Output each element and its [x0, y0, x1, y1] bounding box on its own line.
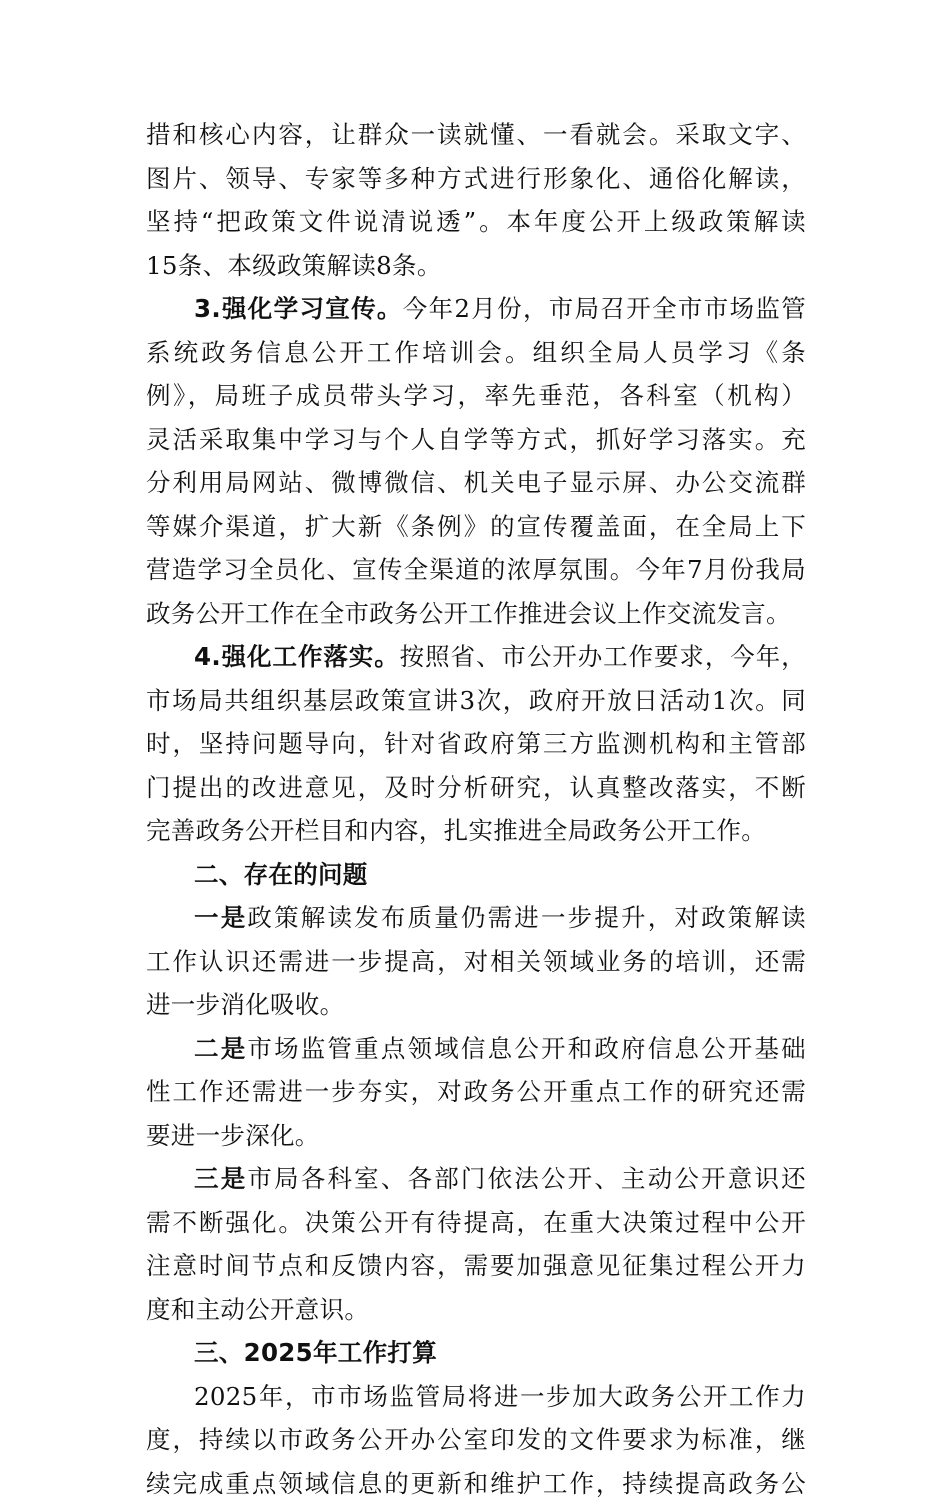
text-line: 例》，局班子成员带头学习，率先垂范，各科室（机构）	[146, 374, 806, 418]
problem-2-first-text: 市场监管重点领域信息公开和政府信息公开基础	[247, 1034, 806, 1063]
text-line: 要进一步深化。	[146, 1114, 806, 1158]
text-line: 措和核心内容，让群众一读就懂、一看就会。采取文字、	[146, 113, 806, 157]
text-line: 续完成重点领域信息的更新和维护工作，持续提高政务公	[146, 1462, 806, 1505]
section-4-first-text: 按照省、市公开办工作要求，今年，	[400, 642, 806, 671]
plan-first-line: 2025年，市市场监管局将进一步加大政务公开工作力	[146, 1375, 806, 1419]
text-line: 系统政务信息公开工作培训会。组织全局人员学习《条	[146, 331, 806, 375]
text-line: 政务公开工作在全市政务公开工作推进会议上作交流发言。	[146, 592, 806, 636]
text-line: 完善政务公开栏目和内容，扎实推进全局政务公开工作。	[146, 809, 806, 853]
problem-3-first-text: 市局各科室、各部门依法公开、主动公开意识还	[247, 1164, 806, 1193]
text-line: 营造学习全员化、宣传全渠道的浓厚氛围。今年7月份我局	[146, 548, 806, 592]
problem-2-first-line	[146, 1027, 806, 1071]
text-line: 灵活采取集中学习与个人自学等方式，抓好学习落实。充	[146, 418, 806, 462]
problem-2-lead: 二是	[194, 1034, 247, 1063]
text-line: 需不断强化。决策公开有待提高，在重大决策过程中公开	[146, 1201, 806, 1245]
section-4-first-line	[146, 635, 806, 679]
problem-3-lead: 三是	[194, 1164, 247, 1193]
text-line: 注意时间节点和反馈内容，需要加强意见征集过程公开力	[146, 1244, 806, 1288]
document-body	[146, 113, 806, 1505]
section-3-first-line	[146, 287, 806, 331]
text-line: 分利用局网站、微博微信、机关电子显示屏、办公交流群	[146, 461, 806, 505]
problem-1-first-line	[146, 896, 806, 940]
text-line: 性工作还需进一步夯实，对政务公开重点工作的研究还需	[146, 1070, 806, 1114]
problem-3-first-line	[146, 1157, 806, 1201]
problem-1-first-text: 政策解读发布质量仍需进一步提升，对政策解读	[247, 903, 806, 932]
text-line: 工作认识还需进一步提高，对相关领域业务的培训，还需	[146, 940, 806, 984]
section-3-lead: 3.强化学习宣传。	[194, 294, 403, 323]
text-line: 等媒介渠道，扩大新《条例》的宣传覆盖面，在全局上下	[146, 505, 806, 549]
text-line: 进一步消化吸收。	[146, 983, 806, 1027]
heading-problems: 二、存在的问题	[146, 853, 806, 897]
problem-1-lead: 一是	[194, 903, 247, 932]
section-3-first-text: 今年2月份，市局召开全市市场监管	[403, 294, 806, 323]
text-line: 图片、领导、专家等多种方式进行形象化、通俗化解读，	[146, 157, 806, 201]
text-line: 度，持续以市政务公开办公室印发的文件要求为标准，继	[146, 1418, 806, 1462]
section-4-lead: 4.强化工作落实。	[194, 642, 400, 671]
text-line: 时，坚持问题导向，针对省政府第三方监测机构和主管部	[146, 722, 806, 766]
text-line: 门提出的改进意见，及时分析研究，认真整改落实，不断	[146, 766, 806, 810]
text-line: 市场局共组织基层政策宣讲3次，政府开放日活动1次。同	[146, 679, 806, 723]
text-line: 15条、本级政策解读8条。	[146, 244, 806, 288]
text-line: 坚持“把政策文件说清说透”。本年度公开上级政策解读	[146, 200, 806, 244]
text-line: 度和主动公开意识。	[146, 1288, 806, 1332]
heading-2025-plan: 三、2025年工作打算	[146, 1331, 806, 1375]
